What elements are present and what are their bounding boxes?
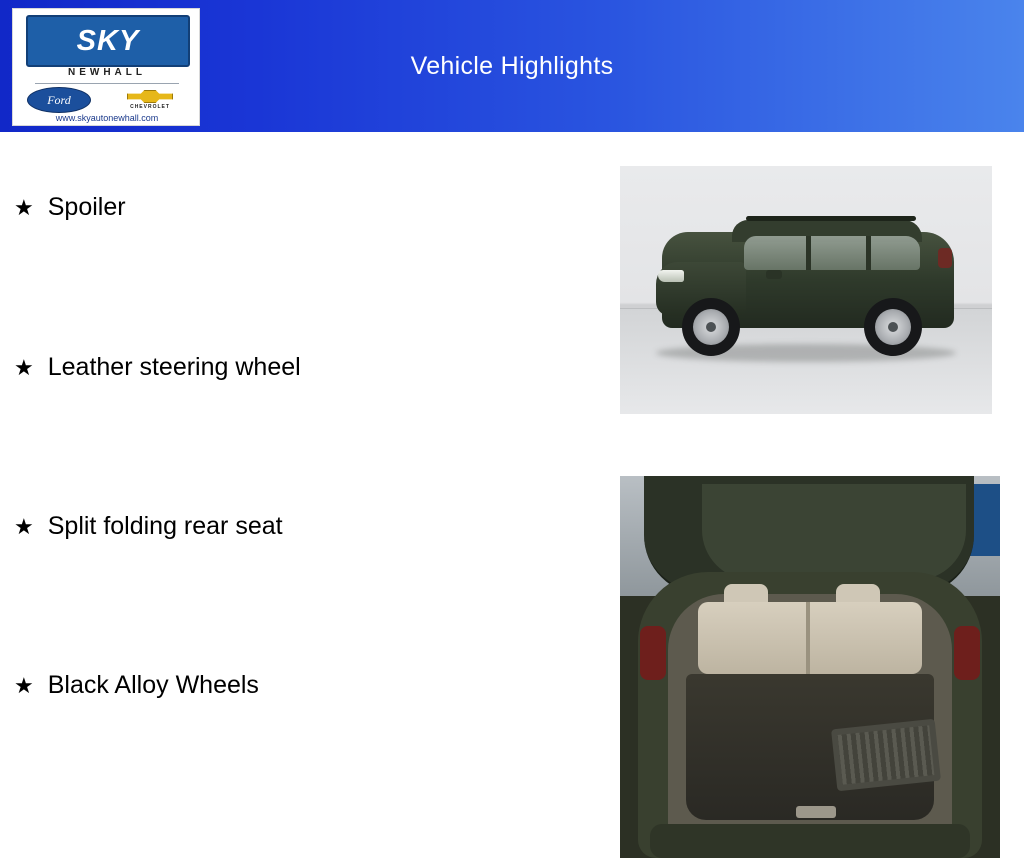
vehicle-cargo-photo bbox=[620, 476, 1000, 858]
headlight bbox=[658, 270, 684, 282]
vehicle-windows bbox=[744, 236, 920, 270]
cargo-mat-texture bbox=[838, 725, 935, 784]
side-mirror bbox=[766, 270, 782, 279]
wheel-hub bbox=[706, 322, 716, 332]
cargo-mat bbox=[831, 719, 941, 792]
roof-rails bbox=[746, 216, 916, 221]
logo-sky-badge bbox=[26, 15, 190, 67]
feature-list bbox=[0, 132, 600, 768]
feature-label: Black Alloy Wheels bbox=[47, 671, 259, 699]
taillight-right bbox=[954, 626, 980, 680]
star-icon: ★ bbox=[14, 673, 34, 698]
list-item bbox=[14, 672, 259, 700]
star-icon: ★ bbox=[14, 514, 34, 539]
feature-label: Spoiler bbox=[47, 193, 126, 221]
ford-oval-icon: Ford bbox=[27, 87, 91, 113]
vehicle-exterior-photo bbox=[620, 166, 992, 414]
seat-split-line bbox=[806, 602, 810, 674]
dealer-logo[interactable] bbox=[12, 8, 200, 126]
list-item bbox=[14, 354, 301, 382]
feature-label: Leather steering wheel bbox=[47, 353, 301, 381]
logo-franchise-row bbox=[27, 88, 187, 112]
star-icon: ★ bbox=[14, 195, 34, 220]
b-pillar bbox=[806, 236, 811, 270]
logo-brand-text: SKY bbox=[76, 24, 140, 57]
page-title: Vehicle Highlights bbox=[410, 51, 614, 80]
star-icon: ★ bbox=[14, 355, 34, 380]
folding-rear-seatback bbox=[698, 602, 922, 674]
dealer-website: www.skyautonewhall.com bbox=[55, 113, 159, 123]
front-wheel bbox=[682, 298, 740, 356]
cargo-latch bbox=[796, 806, 836, 818]
rear-bumper bbox=[650, 824, 970, 858]
bowtie-shape bbox=[127, 90, 173, 103]
hatch-inner-panel bbox=[702, 484, 966, 580]
chevrolet-bowtie-icon bbox=[113, 88, 187, 112]
wheel-hub bbox=[888, 322, 898, 332]
list-item bbox=[14, 194, 126, 222]
logo-location-text: NEWHALL bbox=[68, 67, 146, 78]
slide-body bbox=[0, 132, 1024, 768]
rear-wheel bbox=[864, 298, 922, 356]
c-pillar bbox=[866, 236, 871, 270]
list-item bbox=[14, 513, 283, 541]
logo-divider bbox=[35, 83, 179, 84]
chevrolet-label: CHEVROLET bbox=[130, 104, 170, 110]
taillight bbox=[938, 248, 952, 268]
taillight-left bbox=[640, 626, 666, 680]
feature-label: Split folding rear seat bbox=[47, 512, 283, 540]
